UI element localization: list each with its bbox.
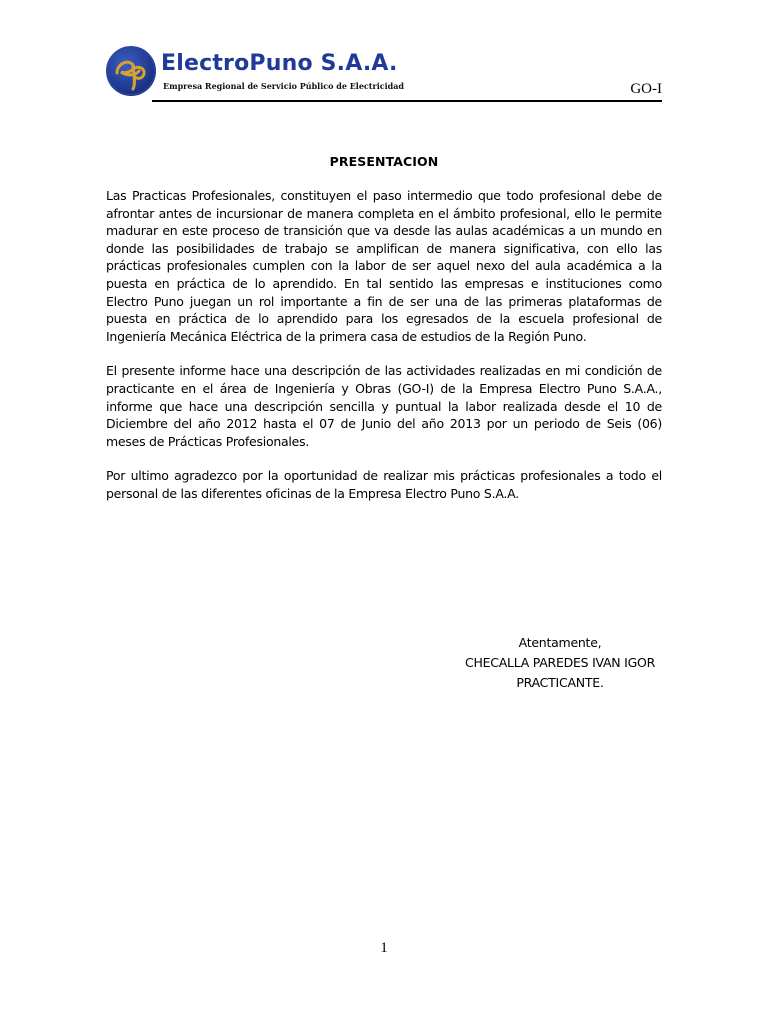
signer-name: CHECALLA PAREDES IVAN IGOR [464,655,656,670]
company-name: ElectroPuno S.A.A. [161,51,398,76]
header-divider [152,100,662,102]
company-logo [105,43,405,101]
signature-block [400,633,720,693]
company-tagline: Empresa Regional de Servicio Público de Electricidad [163,81,405,91]
closing-text: Atentamente, [518,635,602,650]
document-body [106,187,662,520]
signer-role: PRACTICANTE. [516,675,604,690]
paragraph-intro: Las Practicas Profesionales, constituyen el paso intermedio que todo profesional debe de afrontar antes de incursionar de manera completa en el ámbito profesional, ello le permite madurar en este proceso de transición que va desde las aulas académicas a un mundo en donde las posibilidades de trabajo se amplifican de manera significativa, con ello las prácticas profesionales cumplen con la labor de ser aquel nexo del aula académica a la puesta en práctica de lo aprendido. En tal sentido las empresas e instituciones como Electro Puno juegan un rol importante a fin de ser una de las primeras plataformas de puesta en práctica de lo aprendido para los egresados de la escuela profesional de Ingeniería Mecánica Eléctrica de la primera casa de estudios de la Región Puno. [106,188,662,344]
electropuno-emblem-icon [105,45,157,97]
page-number: 1 [380,940,388,956]
paragraph-report: El presente informe hace una descripción de las actividades realizadas en mi condición de practicante en el área de Ingeniería y Obras (GO-I) de la Empresa Electro Puno S.A.A., informe que hace una descripción sencilla y puntual la labor realizada desde el 10 de Diciembre del año 2012 hasta el 07 de Junio del año 2013 por un periodo de Seis (06) meses de Prácticas Profesionales. [106,363,662,449]
page-title: PRESENTACION [329,154,439,169]
paragraph-thanks: Por ultimo agradezco por la oportunidad de realizar mis prácticas profesionales a todo el personal de las diferentes oficinas de la Empresa Electro Puno S.A.A. [106,468,662,501]
document-code: GO-I [630,81,662,97]
